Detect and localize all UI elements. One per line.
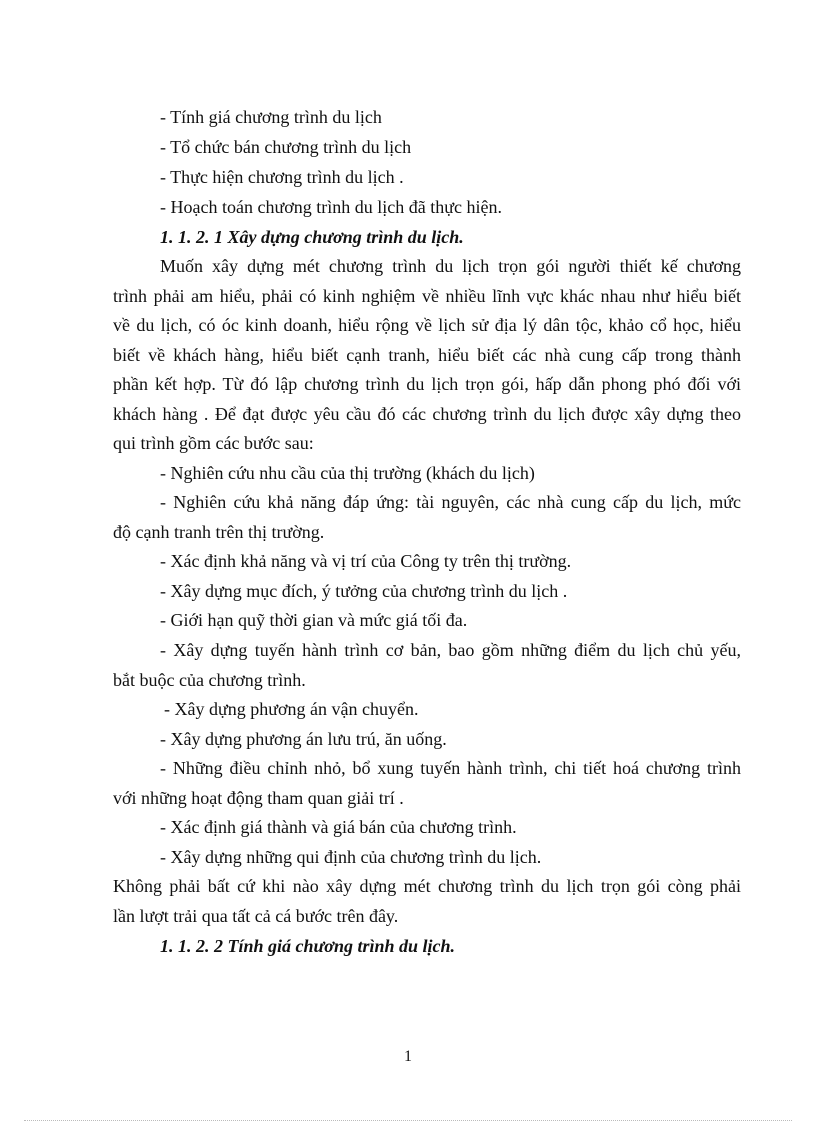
page-number: 1 — [404, 1048, 412, 1065]
list-item: - Xây dựng mục đích, ý tưởng của chương trình du lịch . — [160, 581, 568, 601]
paragraph-line: về du lịch, có óc kinh doanh, hiểu rộng về lịch sử địa lý dân tộc, khảo cổ học, hiểu — [113, 315, 741, 335]
list-item: - Xác định giá thành và giá bán của chương trình. — [160, 817, 517, 837]
paragraph-line: phần kết hợp. Từ đó lập chương trình du lịch trọn gói, hấp dẫn phong phó đối với — [113, 374, 741, 394]
paragraph-line: lần lượt trải qua tất cả cá bước trên đây. — [113, 906, 399, 926]
list-item: - Những điều chỉnh nhỏ, bổ xung tuyến hành trình, chi tiết hoá chương trình — [160, 758, 741, 778]
list-item: - Hoạch toán chương trình du lịch đã thực hiện. — [160, 197, 502, 217]
paragraph-line: Muốn xây dựng mét chương trình du lịch trọn gói người thiết kế chương — [160, 256, 741, 276]
paragraph-line: khách hàng . Để đạt được yêu cầu đó các chương trình du lịch được xây dựng theo — [113, 404, 741, 424]
list-item: - Xây dựng phương án vận chuyển. — [164, 699, 419, 719]
section-heading: 1. 1. 2. 2 Tính giá chương trình du lịch. — [160, 936, 456, 956]
list-item-continuation: độ cạnh tranh trên thị trường. — [113, 522, 325, 542]
paragraph-line: qui trình gồm các bước sau: — [113, 433, 314, 453]
list-item: - Nghiên cứu nhu cầu của thị trường (khách du lịch) — [160, 463, 535, 483]
paragraph-line: Không phải bất cứ khi nào xây dựng mét chương trình du lịch trọn gói còng phải — [113, 876, 741, 896]
list-item: - Tính giá chương trình du lịch — [160, 107, 382, 127]
paragraph-line: biết về khách hàng, hiểu biết cạnh tranh, hiểu biết các nhà cung cấp trong thành — [113, 345, 741, 365]
list-item: - Tổ chức bán chương trình du lịch — [160, 137, 412, 157]
list-item: - Xác định khả năng và vị trí của Công ty trên thị trường. — [160, 551, 572, 571]
page-bottom-divider — [24, 1120, 792, 1121]
paragraph-line: trình phải am hiểu, phải có kinh nghiệm về nhiều lĩnh vực khác nhau như hiểu biết — [113, 286, 741, 306]
section-heading: 1. 1. 2. 1 Xây dựng chương trình du lịch. — [160, 227, 464, 247]
list-item: - Xây dựng tuyến hành trình cơ bản, bao gồm những điểm du lịch chủ yếu, — [160, 640, 741, 660]
list-item: - Xây dựng những qui định của chương trình du lịch. — [160, 847, 542, 867]
list-item: - Nghiên cứu khả năng đáp ứng: tài nguyên, các nhà cung cấp du lịch, mức — [160, 492, 741, 512]
list-item-continuation: với những hoạt động tham quan giải trí . — [113, 788, 404, 808]
list-item: - Thực hiện chương trình du lịch . — [160, 167, 404, 187]
list-item: - Giới hạn quỹ thời gian và mức giá tối đa. — [160, 610, 468, 630]
list-item-continuation: bắt buộc của chương trình. — [113, 670, 306, 690]
list-item: - Xây dựng phương án lưu trú, ăn uống. — [160, 729, 447, 749]
